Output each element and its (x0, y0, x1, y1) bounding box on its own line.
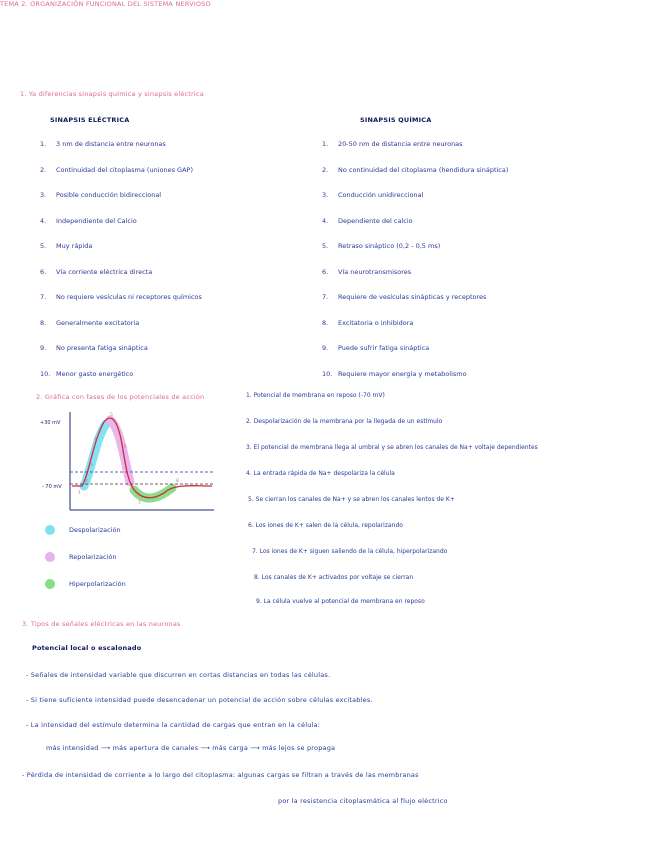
phase-number: 5 (110, 413, 113, 418)
circle-icon (45, 525, 55, 535)
list-item: 1. Potencial de membrana en reposo (-70 mV) (246, 392, 385, 399)
subtitle-potencial-local: Potencial local o escalonado (32, 644, 142, 652)
phase-number: 1 (78, 491, 81, 496)
phase-number: 7 (138, 501, 141, 506)
phase-number: 4 (94, 437, 97, 442)
action-potential-chart (38, 408, 218, 516)
list-item-continuation: por la resistencia citoplasmática al flujo eléctrico (278, 797, 448, 805)
list-item: 7. Los iones de K+ siguen saliendo de la célula, hiperpolarizando (252, 548, 448, 555)
list-item: 5. Retraso sináptico (0,2 - 0,5 ms) (322, 242, 441, 250)
list-item: 1. 20-50 nm de distancia entre neuronas (322, 140, 463, 148)
list-item: 4. Independiente del Calcio (40, 216, 137, 225)
hyperpolarization-highlight (134, 488, 172, 498)
list-item: 8. Generalmente excitatoria (40, 318, 140, 327)
list-item: 6. Los iones de K+ salen de la célula, repolarizando (248, 522, 403, 529)
list-item: 3. Posible conducción bidireccional (40, 191, 162, 199)
question-3: 3. Tipos de señales eléctricas en las neuronas (22, 620, 181, 628)
list-item: 3. El potencial de membrana llega al umbral y se abren los canales de Na+ voltaje dependientes (246, 444, 538, 451)
circle-icon (45, 552, 55, 562)
y-label-bottom: - 70 mV (42, 484, 62, 490)
quimica-list (322, 140, 622, 395)
depolarization-highlight (84, 424, 106, 486)
list-item: 8. Los canales de K+ activados por voltaje se cierran (254, 574, 414, 581)
list-item: 9. La célula vuelve al potencial de membrana en reposo (256, 598, 425, 605)
list-item: 2. Despolarización de la membrana por la llegada de un estímulo (246, 418, 443, 425)
phase-number: 8 (176, 479, 179, 484)
circle-icon (45, 579, 55, 589)
list-item: 1. 3 nm de distancia entre neuronas (40, 140, 166, 148)
phase-number: 3 (90, 463, 93, 468)
list-item: 6. Vía corriente eléctrica directa (40, 267, 153, 276)
list-item: 10. Menor gasto energético (40, 369, 134, 378)
question-2: 2. Gráfica con fases de los potenciales de acción (36, 393, 205, 401)
list-item: 2. Continuidad del citoplasma (uniones GAP) (40, 165, 193, 174)
list-item: 4. Dependiente del calcio (322, 216, 413, 225)
list-item: 7. No requiere vesículas ni receptores químicos (40, 293, 202, 301)
list-item: 2. No continuidad del citoplasma (hendidura sináptica) (322, 165, 509, 174)
question-1: 1. Ya diferencias sinapsis química y sinapsis eléctrica (20, 90, 204, 98)
list-item: 7. Requiere de vesículas sinápticas y receptores (322, 293, 487, 301)
header-electrica: SINAPSIS ELÉCTRICA (50, 116, 130, 124)
list-item: 3. Conducción unidireccional (322, 191, 424, 199)
list-item: - La intensidad del estímulo determina la cantidad de cargas que entran en la célula: (26, 721, 321, 729)
electrica-list (40, 140, 290, 395)
list-item: - Señales de intensidad variable que discurren en cortas distancias en todas las células. (26, 671, 331, 679)
list-item: 4. La entrada rápida de Na+ despolariza la célula (246, 470, 395, 477)
list-item: - Si tiene suficiente intensidad puede desencadenar un potencial de acción sobre células excitables. (26, 696, 373, 704)
flow-line: más intensidad ⟶ más apertura de canales ⟶ más carga ⟶ más lejos se propaga (46, 744, 336, 752)
list-item: 9. No presenta fatiga sináptica (40, 344, 148, 352)
phase-number: 6 (124, 445, 127, 450)
phase-number: 2 (85, 479, 88, 484)
list-item: - Pérdida de intensidad de corriente a lo largo del citoplasma: algunas cargas se filtran a través de las membranas (22, 771, 419, 779)
list-item: 8. Excitatoria o inhibidora (322, 318, 414, 327)
list-item: 10. Requiere mayor energía y metabolismo (322, 369, 467, 378)
list-item: 5. Se cierran los canales de Na+ y se abren los canales lentos de K+ (248, 496, 455, 503)
list-item: 9. Puede sufrir fatiga sináptica (322, 344, 430, 352)
header-quimica: SINAPSIS QUÍMICA (360, 116, 432, 124)
list-item: 6. Vía neurotransmisores (322, 267, 412, 276)
list-item: 5. Muy rápida (40, 242, 93, 250)
page-title: TEMA 2. ORGANIZACIÓN FUNCIONAL DEL SISTEMA NERVIOSO (0, 0, 211, 8)
y-label-top: +30 mV (40, 420, 61, 426)
